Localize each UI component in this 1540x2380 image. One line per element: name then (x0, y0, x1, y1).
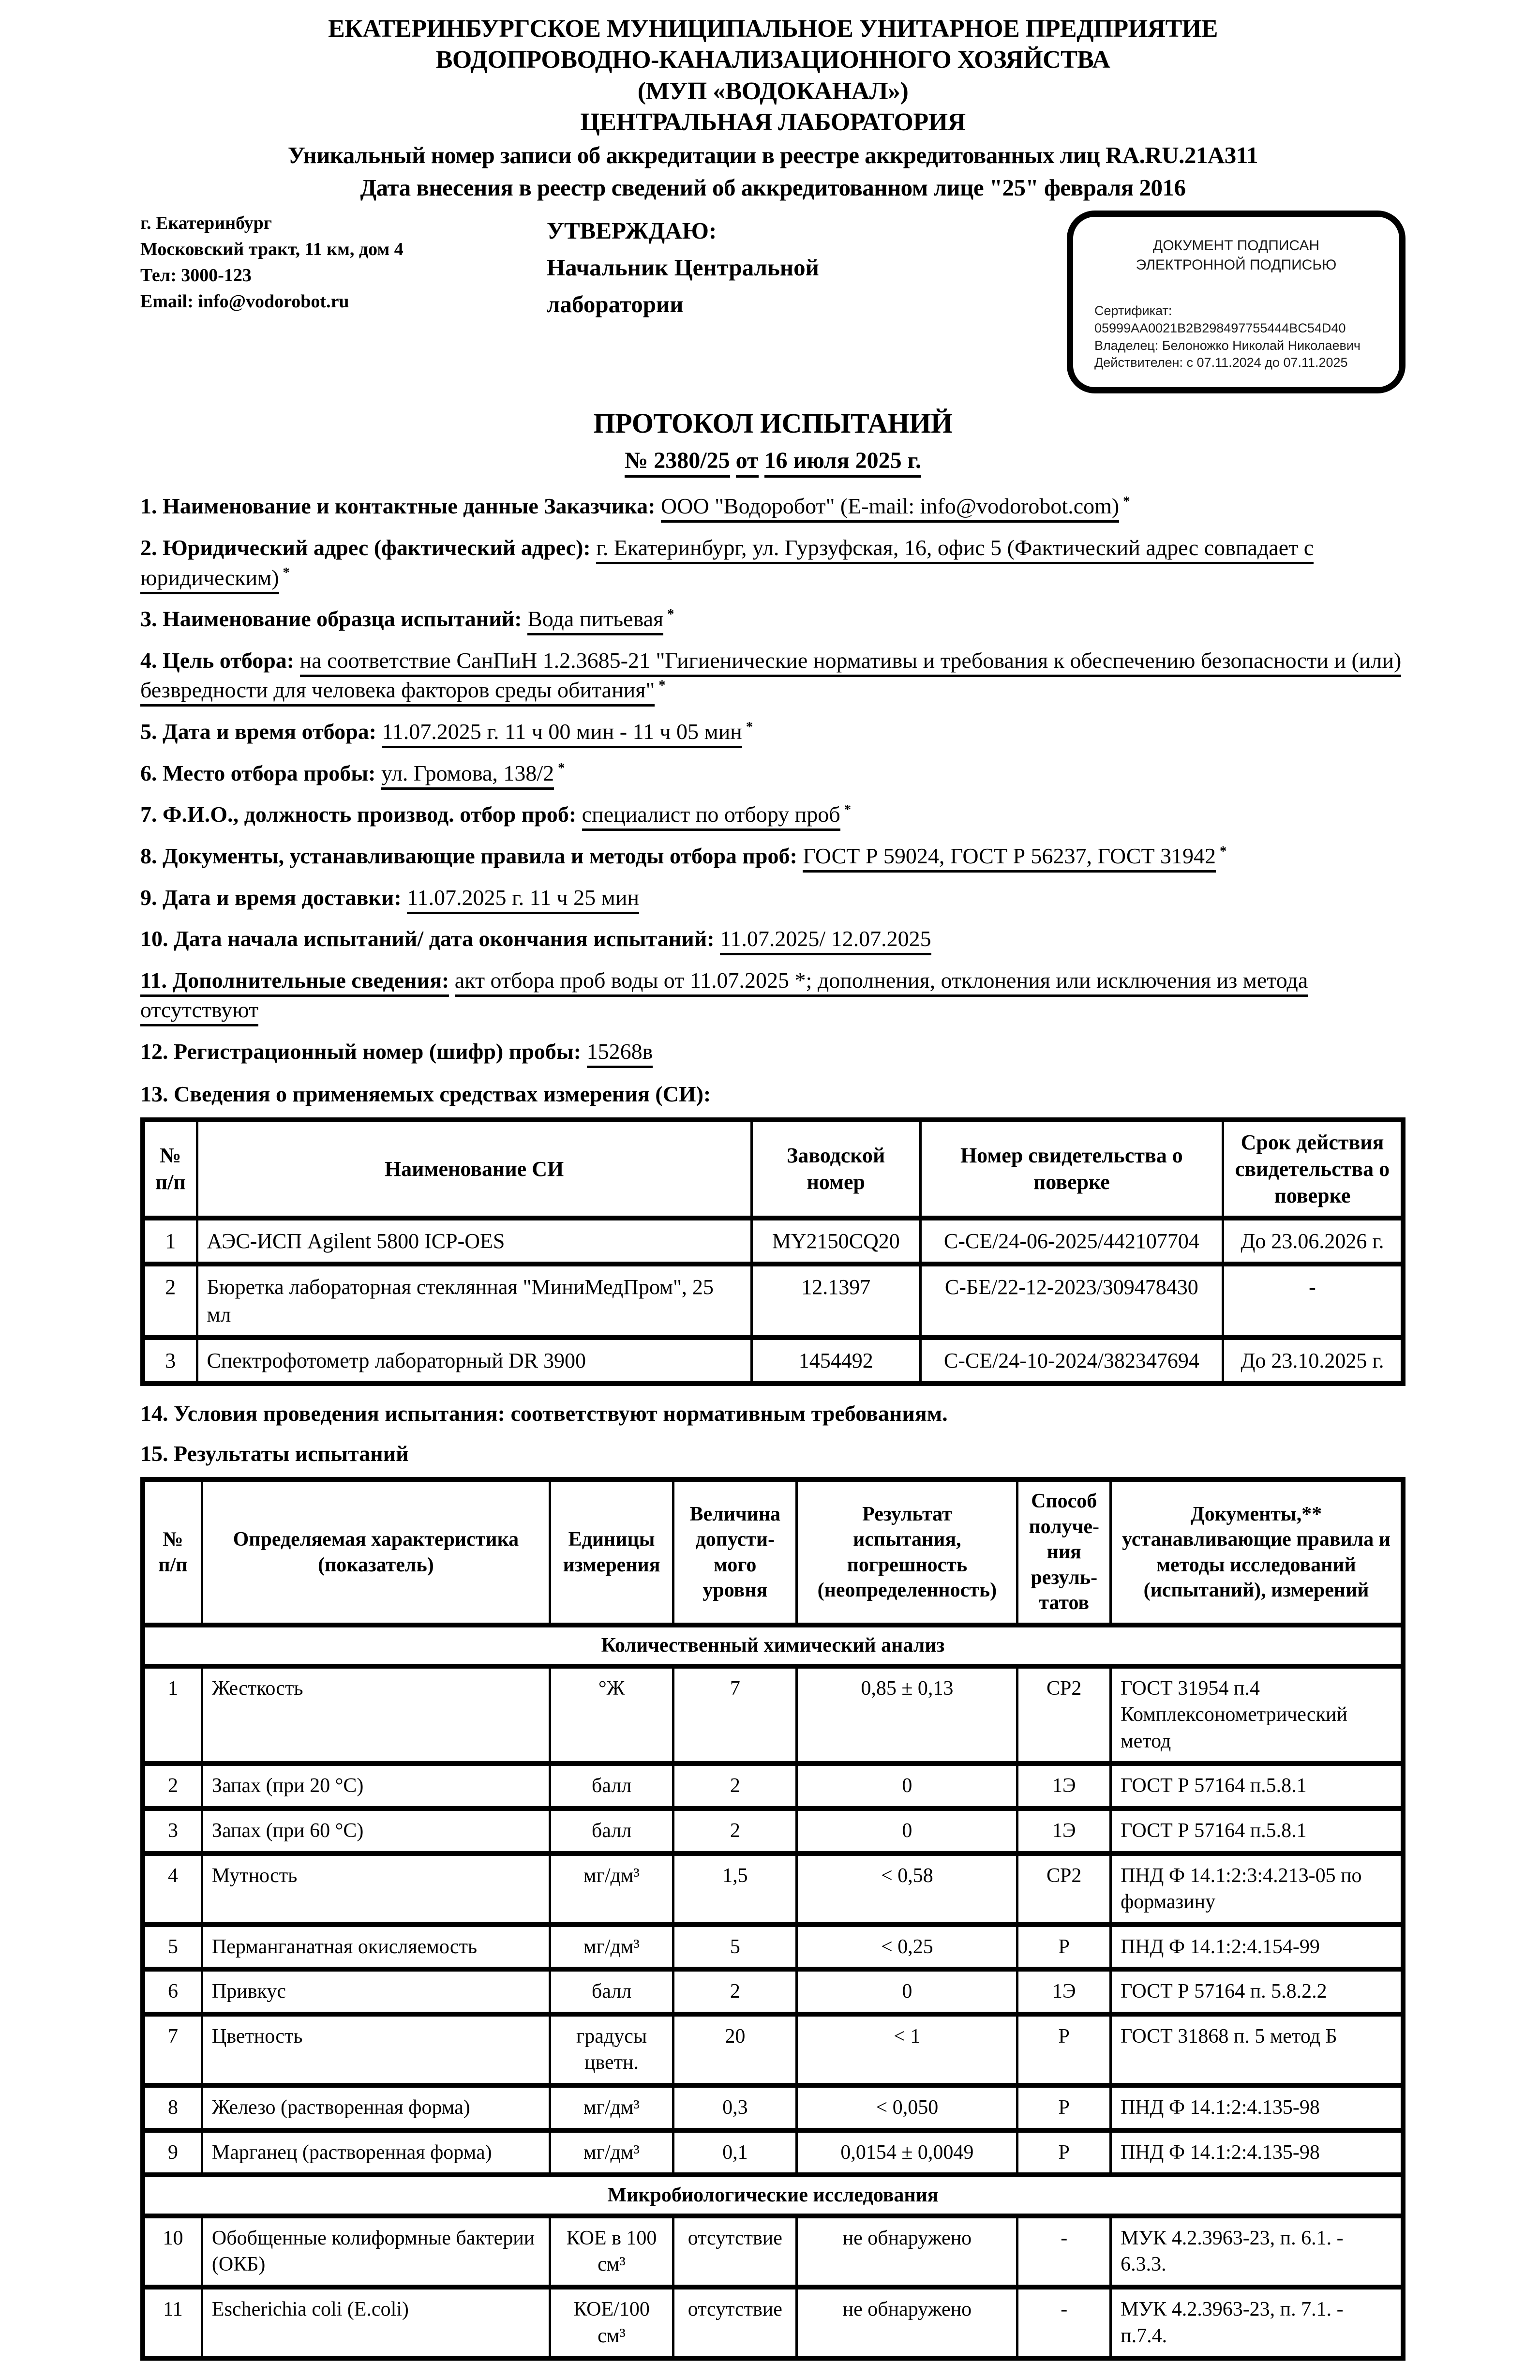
table-cell: градусы цветн. (550, 2014, 673, 2085)
table-cell: 5 (143, 1925, 202, 1970)
table-cell: отсутствие (673, 2287, 797, 2358)
table-cell: Спектрофотометр лабораторный DR 3900 (197, 1338, 751, 1384)
item-4-value: на соответствие СанПиН 1.2.3685-21 "Гигиенические нормативы и требования к обеспечению безопасности и (или) безвредности для человека факторов среды обитания" (140, 648, 1401, 707)
table-cell: Запах (при 60 °С) (202, 1808, 550, 1853)
org-name-line-4: ЦЕНТРАЛЬНАЯ ЛАБОРАТОРИЯ (580, 108, 966, 136)
stamp-title-line-1: ДОКУМЕНТ ПОДПИСАН (1152, 238, 1320, 254)
table-cell: С-БЕ/22-12-2023/309478430 (920, 1264, 1223, 1338)
column-header: Величина допусти-мого уровня (673, 1479, 797, 1625)
table-cell: 0 (797, 1969, 1017, 2014)
contact-phone: Тел: 3000-123 (140, 265, 252, 286)
table-cell: 2 (143, 1763, 202, 1808)
column-header: Единицы измерения (550, 1479, 673, 1625)
table-cell: балл (550, 1808, 673, 1853)
table-cell: ГОСТ Р 57164 п.5.8.1 (1111, 1808, 1403, 1853)
table-cell: ГОСТ 31954 п.4 Комплексонометрический метод (1111, 1666, 1403, 1764)
column-header: Результат испытания, погрешность (неопределенность) (797, 1479, 1017, 1625)
table-row (143, 1338, 1403, 1384)
stamp-title (1094, 236, 1378, 274)
results-header-row (143, 1479, 1403, 1625)
table-cell: 0 (797, 1808, 1017, 1853)
column-header: Документы,** устанавливающие правила и методы исследований (испытаний), измерений (1111, 1479, 1403, 1625)
column-header: Наименование СИ (197, 1120, 751, 1218)
item-6-value: ул. Громова, 138/2 (381, 761, 554, 790)
table-row (143, 2130, 1403, 2175)
table-cell: - (1017, 2216, 1111, 2287)
microbiology-section (143, 2175, 1403, 2216)
item-4-footnote-star: * (658, 678, 666, 693)
item-8 (140, 841, 1405, 871)
column-header: Способ получе-ния резуль-татов (1017, 1479, 1111, 1625)
table-cell: 9 (143, 2130, 202, 2175)
table-cell: Мутность (202, 1853, 550, 1925)
item-3-footnote-star: * (667, 606, 674, 622)
protocol-date: 16 июля 2025 г. (764, 448, 921, 478)
table-cell: Железо (растворенная форма) (202, 2085, 550, 2130)
table-row (143, 1218, 1403, 1264)
table-cell: 6 (143, 1969, 202, 2014)
item-10 (140, 924, 1405, 954)
table-cell: < 1 (797, 2014, 1017, 2085)
org-name-line-1: ЕКАТЕРИНБУРГСКОЕ МУНИЦИПАЛЬНОЕ УНИТАРНОЕ ПРЕДПРИЯТИЕ (328, 15, 1218, 43)
table-row (143, 1264, 1403, 1338)
si-table (140, 1117, 1405, 1386)
item-3-label: 3. Наименование образца испытаний: (140, 606, 522, 632)
table-cell: Escherichia coli (E.coli) (202, 2287, 550, 2358)
item-2-value: г. Екатеринбург, ул. Гурзуфская, 16, офис 5 (Фактический адрес совпадает с юридическим) (140, 535, 1314, 594)
table-cell: мг/дм³ (550, 1853, 673, 1925)
table-cell: Р (1017, 2014, 1111, 2085)
item-7-footnote-star: * (844, 802, 851, 817)
table-cell: 1,5 (673, 1853, 797, 1925)
table-cell: 12.1397 (751, 1264, 920, 1338)
column-header: № п/п (143, 1120, 197, 1218)
table-cell: 2 (673, 1969, 797, 2014)
table-cell: Обобщенные колиформные бактерии (ОКБ) (202, 2216, 550, 2287)
table-cell: °Ж (550, 1666, 673, 1764)
table-cell: 0,3 (673, 2085, 797, 2130)
item-11 (140, 965, 1405, 1025)
certificate-validity: Действителен: с 07.11.2024 до 07.11.2025 (1094, 355, 1348, 370)
certificate-number: 05999AA0021B2B298497755444BC54D40 (1094, 320, 1346, 335)
table-cell: 1Э (1017, 1763, 1111, 1808)
column-header: Заводской номер (751, 1120, 920, 1218)
table-cell: Р (1017, 1925, 1111, 1970)
item-9-label: 9. Дата и время доставки: (140, 885, 402, 910)
column-header: Определяемая характеристика (показатель) (202, 1479, 550, 1625)
item-8-footnote-star: * (1220, 844, 1227, 859)
table-cell: 3 (143, 1338, 197, 1384)
table-cell: 1 (143, 1666, 202, 1764)
column-header: № п/п (143, 1479, 202, 1625)
table-cell: До 23.10.2025 г. (1223, 1338, 1403, 1384)
column-header: Срок действия свидетельства о поверке (1223, 1120, 1403, 1218)
item-2 (140, 533, 1405, 592)
table-cell: СР2 (1017, 1666, 1111, 1764)
table-cell: Р (1017, 2085, 1111, 2130)
item-4 (140, 646, 1405, 705)
page-title: ПРОТОКОЛ ИСПЫТАНИЙ (593, 407, 953, 439)
table-cell: ПНД Ф 14.1:2:4.135-98 (1111, 2130, 1403, 2175)
header-row (140, 211, 1405, 393)
si-header-row (143, 1120, 1403, 1218)
table-cell: 1 (143, 1218, 197, 1264)
chemical-rows (143, 1666, 1403, 2175)
item-4-label: 4. Цель отбора: (140, 648, 295, 673)
table-cell: 0,0154 ± 0,0049 (797, 2130, 1017, 2175)
item-1-footnote-star: * (1123, 494, 1130, 509)
org-name-line-2: ВОДОПРОВОДНО-КАНАЛИЗАЦИОННОГО ХОЗЯЙСТВА (435, 46, 1110, 74)
stamp-certificate-block (1094, 302, 1378, 372)
table-section-row (143, 2175, 1403, 2216)
table-cell: ГОСТ 31868 п. 5 метод Б (1111, 2014, 1403, 2085)
approval-block (547, 211, 1067, 323)
protocol-items (140, 491, 1405, 1066)
table-cell: 3 (143, 1808, 202, 1853)
table-row (143, 2287, 1403, 2358)
item-12-value: 15268в (587, 1039, 653, 1068)
si-table-body (143, 1218, 1403, 1384)
table-cell: < 0,25 (797, 1925, 1017, 1970)
protocol-number: № 2380/25 (625, 448, 730, 478)
table-cell: < 0,58 (797, 1853, 1017, 1925)
table-cell: - (1223, 1264, 1403, 1338)
contact-email: Email: info@vodorobot.ru (140, 291, 349, 312)
table-cell: Марганец (растворенная форма) (202, 2130, 550, 2175)
item-2-footnote-star: * (283, 565, 290, 581)
org-name-line-3: (МУП «ВОДОКАНАЛ») (637, 77, 909, 105)
table-cell: MY2150CQ20 (751, 1218, 920, 1264)
item-5 (140, 717, 1405, 747)
table-cell: 8 (143, 2085, 202, 2130)
table-cell: КОЕ/100 см³ (550, 2287, 673, 2358)
item-11-label: 11. Дополнительные сведения: (140, 968, 449, 997)
table-cell: 2 (143, 1264, 197, 1338)
results-table (140, 1477, 1405, 2361)
contact-address: Московский тракт, 11 км, дом 4 (140, 239, 404, 260)
table-cell: 7 (673, 1666, 797, 1764)
table-cell: ПНД Ф 14.1:2:4.154-99 (1111, 1925, 1403, 1970)
si-table-header (143, 1120, 1403, 1218)
item-6 (140, 758, 1405, 788)
table-cell: До 23.06.2026 г. (1223, 1218, 1403, 1264)
microbiology-rows (143, 2216, 1403, 2358)
table-cell: 0,85 ± 0,13 (797, 1666, 1017, 1764)
table-cell: ПНД Ф 14.1:2:3:4.213-05 по формазину (1111, 1853, 1403, 1925)
table-cell: ПНД Ф 14.1:2:4.135-98 (1111, 2085, 1403, 2130)
table-row (143, 1853, 1403, 1925)
conditions-line: 14. Условия проведения испытания: соответствуют нормативным требованиям. (140, 1401, 948, 1426)
table-cell: СР2 (1017, 1853, 1111, 1925)
table-cell: 0,1 (673, 2130, 797, 2175)
stamp-title-line-2: ЭЛЕКТРОННОЙ ПОДПИСЬЮ (1136, 256, 1337, 273)
table-cell: 7 (143, 2014, 202, 2085)
approval-title: УТВЕРЖДАЮ: (547, 217, 717, 244)
table-cell: мг/дм³ (550, 2130, 673, 2175)
org-header (140, 14, 1405, 203)
si-table-heading: 13. Сведения о применяемых средствах измерения (СИ): (140, 1081, 711, 1106)
item-5-value: 11.07.2025 г. 11 ч 00 мин - 11 ч 05 мин (382, 719, 742, 748)
table-cell: Перманганатная окисляемость (202, 1925, 550, 1970)
contact-city: г. Екатеринбург (140, 213, 272, 234)
table-cell: Запах (при 20 °С) (202, 1763, 550, 1808)
table-cell: 1Э (1017, 1969, 1111, 2014)
table-cell: Жесткость (202, 1666, 550, 1764)
table-cell: 10 (143, 2216, 202, 2287)
item-3-value: Вода питьевая (527, 606, 663, 635)
column-header: Номер свидетельства о поверке (920, 1120, 1223, 1218)
item-5-footnote-star: * (746, 719, 753, 735)
table-cell: 1454492 (751, 1338, 920, 1384)
table-cell: 1Э (1017, 1808, 1111, 1853)
table-row (143, 1808, 1403, 1853)
item-5-label: 5. Дата и время отбора: (140, 719, 376, 744)
table-cell: балл (550, 1763, 673, 1808)
table-cell: МУК 4.2.3963-23, п. 7.1. - п.7.4. (1111, 2287, 1403, 2358)
table-cell: МУК 4.2.3963-23, п. 6.1. - 6.3.3. (1111, 2216, 1403, 2287)
table-cell: < 0,050 (797, 2085, 1017, 2130)
chemical-section (143, 1625, 1403, 1666)
table-row (143, 1969, 1403, 2014)
table-cell: балл (550, 1969, 673, 2014)
item-9-value: 11.07.2025 г. 11 ч 25 мин (407, 885, 639, 914)
accreditation-number-line: Уникальный номер записи об аккредитации в реестре аккредитованных лиц RA.RU.21А311 (287, 141, 1258, 168)
table-cell: ГОСТ Р 57164 п. 5.8.2.2 (1111, 1969, 1403, 2014)
item-3 (140, 604, 1405, 634)
item-6-label: 6. Место отбора пробы: (140, 760, 376, 785)
table-row (143, 2014, 1403, 2085)
table-cell: С-СЕ/24-10-2024/382347694 (920, 1338, 1223, 1384)
approval-position-line-2: лаборатории (547, 291, 684, 318)
table-cell: 0 (797, 1763, 1017, 1808)
table-cell: отсутствие (673, 2216, 797, 2287)
item-10-label: 10. Дата начала испытаний/ дата окончания испытаний: (140, 926, 715, 951)
table-section-row (143, 1625, 1403, 1666)
table-cell: не обнаружено (797, 2216, 1017, 2287)
item-11-value: акт отбора проб воды от 11.07.2025 *; дополнения, отклонения или исключения из метода отсутствуют (140, 968, 1308, 1027)
table-cell: 2 (673, 1808, 797, 1853)
protocol-number-line (140, 447, 1405, 474)
approval-position-line-1: Начальник Центральной (547, 254, 819, 281)
table-row (143, 1666, 1403, 1764)
table-cell: 2 (673, 1763, 797, 1808)
item-1-label: 1. Наименование и контактные данные Заказчика: (140, 494, 656, 519)
results-heading: 15. Результаты испытаний (140, 1441, 409, 1466)
protocol-preposition: от (736, 448, 759, 478)
item-6-footnote-star: * (558, 761, 565, 776)
item-2-label: 2. Юридический адрес (фактический адрес): (140, 535, 591, 560)
table-row (143, 1925, 1403, 1970)
table-cell: АЭС-ИСП Agilent 5800 ICP-OES (197, 1218, 751, 1264)
item-7-value: специалист по отбору проб (582, 802, 840, 831)
item-1 (140, 491, 1405, 521)
table-cell: Р (1017, 2130, 1111, 2175)
item-12 (140, 1037, 1405, 1067)
results-table-header (143, 1479, 1403, 1625)
certificate-owner: Владелец: Белоножко Николай Николаевич (1094, 338, 1361, 353)
accreditation-date-line: Дата внесения в реестр сведений об аккредитованном лице "25" февраля 2016 (360, 174, 1186, 201)
item-10-value: 11.07.2025/ 12.07.2025 (720, 926, 931, 955)
table-row (143, 1763, 1403, 1808)
table-section-title: Количественный химический анализ (143, 1625, 1403, 1666)
table-cell: С-СЕ/24-06-2025/442107704 (920, 1218, 1223, 1264)
table-cell: - (1017, 2287, 1111, 2358)
item-1-value: ООО "Водоробот" (E-mail: info@vodorobot.com) (661, 494, 1119, 523)
table-cell: Цветность (202, 2014, 550, 2085)
item-7 (140, 799, 1405, 829)
item-8-value: ГОСТ Р 59024, ГОСТ Р 56237, ГОСТ 31942 (803, 844, 1216, 873)
table-cell: КОЕ в 100 см³ (550, 2216, 673, 2287)
table-cell: мг/дм³ (550, 1925, 673, 1970)
table-section-title: Микробиологические исследования (143, 2175, 1403, 2216)
table-cell: 11 (143, 2287, 202, 2358)
table-cell: 4 (143, 1853, 202, 1925)
item-12-label: 12. Регистрационный номер (шифр) пробы: (140, 1039, 582, 1064)
item-7-label: 7. Ф.И.О., должность производ. отбор проб: (140, 802, 577, 827)
table-row (143, 2216, 1403, 2287)
certificate-label: Сертификат: (1094, 303, 1172, 318)
table-cell: 5 (673, 1925, 797, 1970)
item-9 (140, 883, 1405, 913)
table-cell: 20 (673, 2014, 797, 2085)
electronic-signature-stamp (1067, 211, 1405, 393)
table-cell: мг/дм³ (550, 2085, 673, 2130)
table-row (143, 2085, 1403, 2130)
table-cell: Бюретка лабораторная стеклянная "МиниМедПром", 25 мл (197, 1264, 751, 1338)
table-cell: не обнаружено (797, 2287, 1017, 2358)
item-8-label: 8. Документы, устанавливающие правила и методы отбора проб: (140, 843, 797, 868)
lab-contact-block (140, 211, 547, 315)
table-cell: Привкус (202, 1969, 550, 2014)
table-cell: ГОСТ Р 57164 п.5.8.1 (1111, 1763, 1403, 1808)
